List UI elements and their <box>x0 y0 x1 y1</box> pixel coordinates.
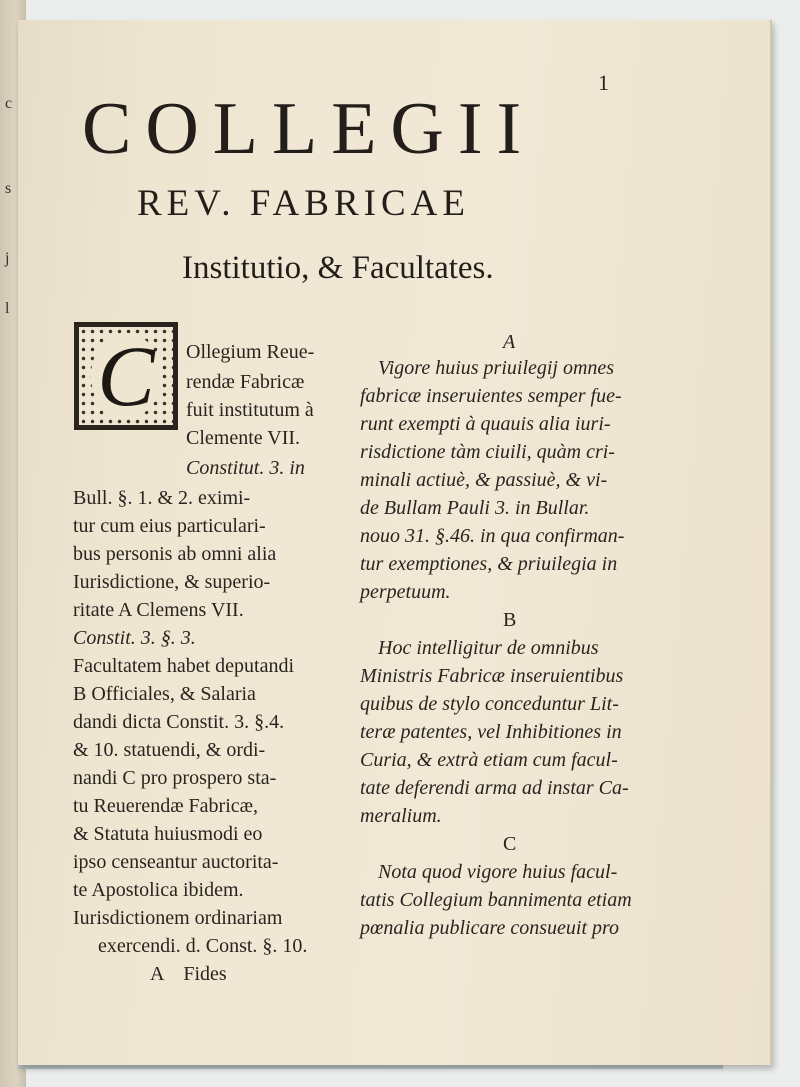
right-column-line: teræ patentes, vel Inhibitiones in <box>360 721 622 743</box>
left-column-line: ipso censeantur auctorita- <box>73 851 279 873</box>
signature-mark: 1 <box>598 70 609 95</box>
right-column-line: quibus de stylo conceduntur Lit- <box>360 693 619 715</box>
left-column-line: Ollegium Reue- <box>186 341 315 363</box>
left-column-line: & Statuta huiusmodi eo <box>73 823 263 845</box>
left-column-line: nandi C pro prospero sta- <box>73 767 277 789</box>
left-column-line: bus personis ab omni alia <box>73 543 277 565</box>
left-column-line: Facultatem habet deputandi <box>73 655 295 677</box>
right-column-line: C <box>503 833 517 855</box>
right-column-line: Ministris Fabricæ inseruientibus <box>360 665 624 687</box>
left-column-line: Constitut. 3. in <box>186 457 305 479</box>
right-column-line: fabricæ inseruientes semper fue- <box>360 385 622 407</box>
right-column-line: meralium. <box>360 805 442 827</box>
right-column-line: Curia, & extrà etiam cum facul- <box>360 749 618 771</box>
title-line-1: COLLEGII <box>82 88 536 170</box>
left-column-line: tu Reuerendæ Fabricæ, <box>73 795 258 817</box>
prev-page-mark: s <box>5 180 12 197</box>
left-column-line: dandi dicta Constit. 3. §.4. <box>73 711 285 733</box>
left-column-line: ritate A Clemens VII. <box>73 599 244 621</box>
left-column-line: Iurisdictione, & superio- <box>73 571 271 593</box>
right-column-line: tur exemptiones, & priuilegia in <box>360 553 618 575</box>
right-column-line: risdictione tàm ciuili, quàm cri- <box>360 441 615 463</box>
right-column-line: Hoc intelligitur de omnibus <box>378 637 599 659</box>
prev-page-mark: c <box>5 95 13 112</box>
left-column-line: tur cum eius particulari- <box>73 515 266 537</box>
right-column-line: A <box>503 331 516 353</box>
right-column-line: Vigore huius priuilegij omnes <box>378 357 615 379</box>
right-column-line: pœnalia publicare consueuit pro <box>360 917 620 939</box>
left-column-line: Constit. 3. §. 3. <box>73 627 196 649</box>
prev-page-mark: j <box>5 250 10 267</box>
right-column-line: de Bullam Pauli 3. in Bullar. <box>360 497 590 519</box>
left-column-line: Bull. §. 1. & 2. eximi- <box>73 487 251 509</box>
left-column-line: te Apostolica ibidem. <box>73 879 244 901</box>
left-column-line: A Fides <box>150 963 227 985</box>
title-line-3: Institutio, & Facultates. <box>182 250 494 286</box>
prev-page-mark: l <box>5 300 10 317</box>
right-column-line: Nota quod vigore huius facul- <box>378 861 618 883</box>
right-column-line: minali actiuè, & passiuè, & vi- <box>360 469 608 491</box>
ornamental-drop-cap <box>74 322 178 430</box>
right-column-line: nouo 31. §.46. in qua confirman- <box>360 525 625 547</box>
left-column-line: exercendi. d. Const. §. 10. <box>98 935 308 957</box>
right-column-line: tatis Collegium bannimenta etiam <box>360 889 632 911</box>
drop-cap-ornament <box>79 327 173 425</box>
right-column-line: perpetuum. <box>360 581 451 603</box>
left-column-line: B Officiales, & Salaria <box>73 683 256 705</box>
left-column-line: rendæ Fabricæ <box>186 371 305 393</box>
left-column-line: fuit institutum à <box>186 399 314 421</box>
right-column-line: tate deferendi arma ad instar Ca- <box>360 777 629 799</box>
right-column-line: runt exempti à quauis alia iuri- <box>360 413 611 435</box>
left-column-line: & 10. statuendi, & ordi- <box>73 739 266 761</box>
right-column-line: B <box>503 609 517 631</box>
left-column-line: Iurisdictionem ordinariam <box>73 907 283 929</box>
drop-cap-letter: C <box>91 333 160 419</box>
left-column-line: Clemente VII. <box>186 427 301 449</box>
title-line-2: REV. FABRICAE <box>137 183 470 224</box>
